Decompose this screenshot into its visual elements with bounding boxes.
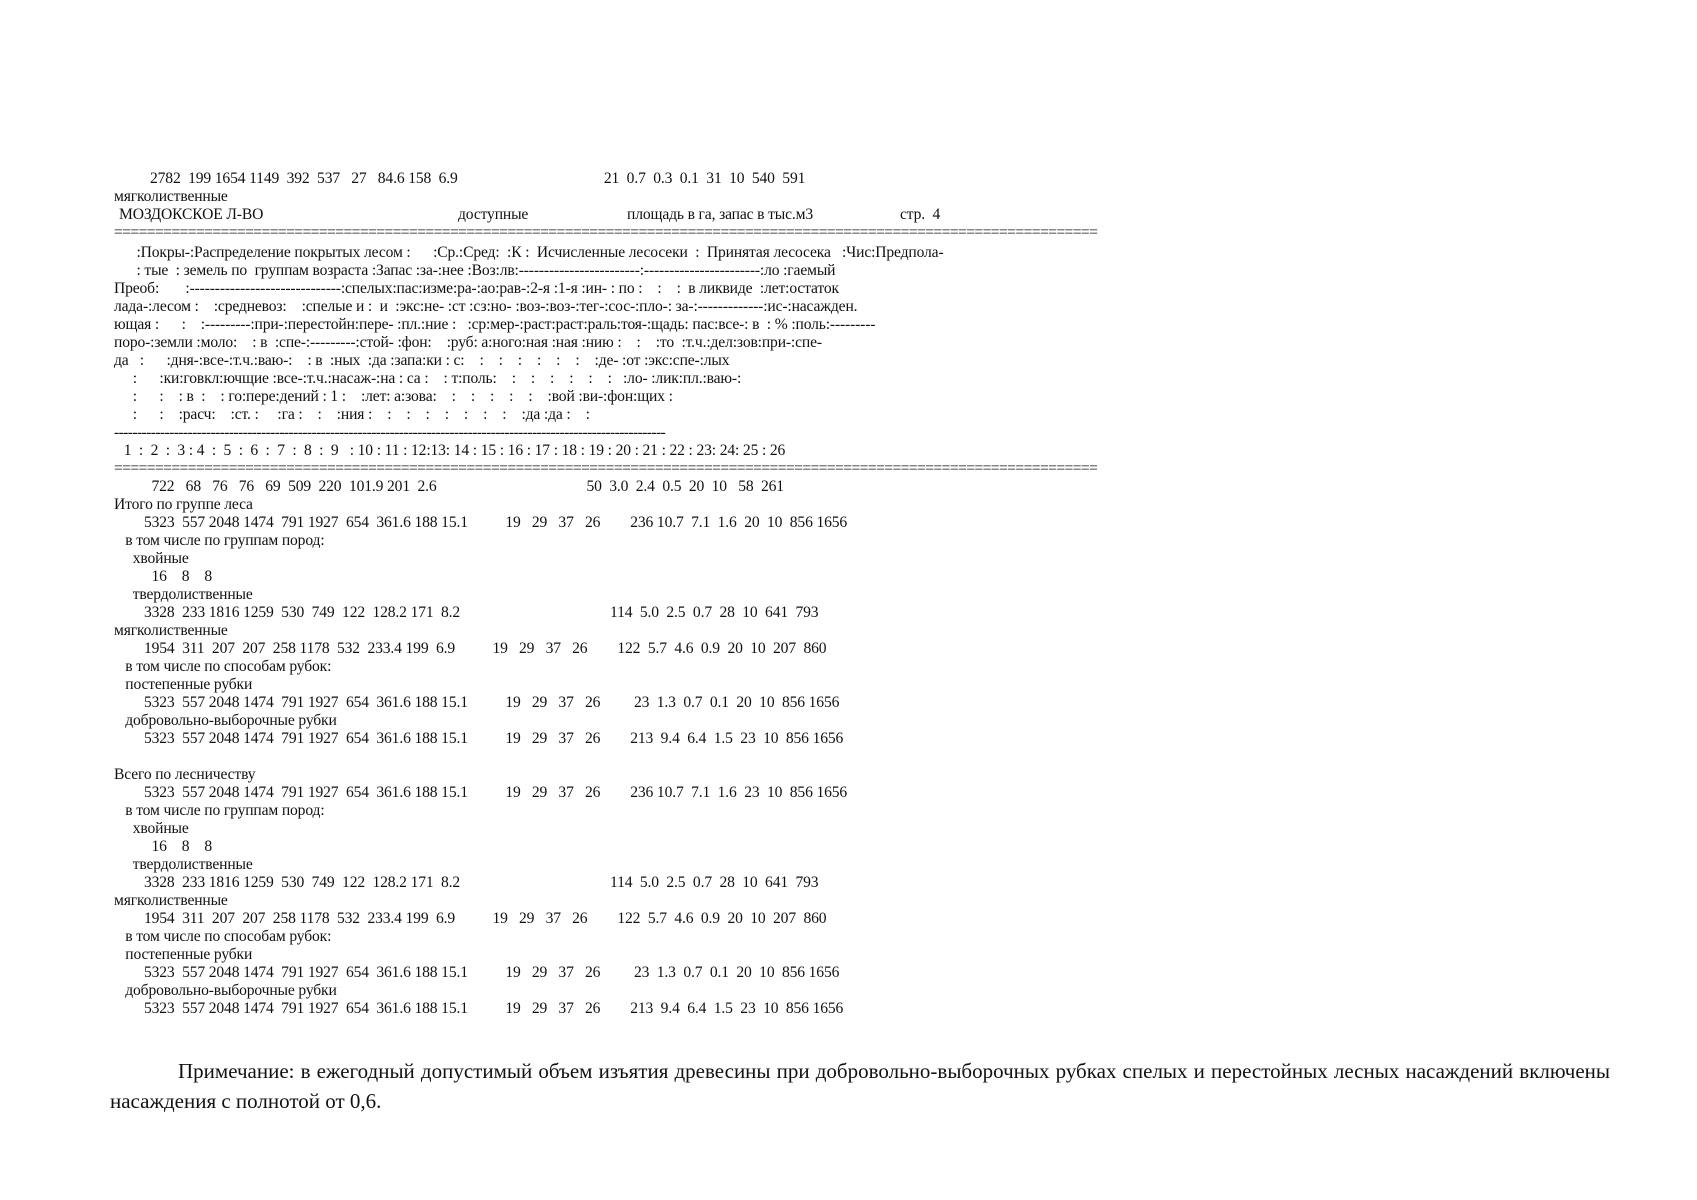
table-row: 5323 557 2048 1474 791 1927 654 361.6 188 15.1 19 29 37 26 23 1.3 0.7 0.1 20 10 856 1656 xyxy=(114,964,840,981)
table-row: в том числе по способам рубок: xyxy=(114,658,332,675)
page-number: стр. 4 xyxy=(900,206,941,223)
footnote-paragraph: Примечание: в ежегодный допустимый объем изъятия древесины при добровольно-выборочных рубках спелых и перестойных лесных насаждений включены насаждения с полнотой от 0,6. xyxy=(110,1059,1610,1113)
header-line: :Покры-:Распределение покрытых лесом : :Ср.:Сред: :К : Исчисленные лесосеки : Принятая лесосека :Чис:Предпола- xyxy=(114,244,944,261)
top-data-row: 2782 199 1654 1149 392 537 27 84.6 158 6.9 21 0.7 0.3 0.1 31 10 540 591 xyxy=(150,170,806,187)
header-line: да : :дня-:все-:т.ч.:ваю-: : в :ных :да :запа:ки : с: : : : : : : :де- :от :экс:спе-:лых xyxy=(114,352,730,369)
table-row: 1954 311 207 207 258 1178 532 233.4 199 6.9 19 29 37 26 122 5.7 4.6 0.9 20 10 207 860 xyxy=(114,910,827,927)
table-row: 3328 233 1816 1259 530 749 122 128.2 171 8.2 114 5.0 2.5 0.7 28 10 641 793 xyxy=(114,604,819,621)
header-line: ющая : : :---------:при-:перестойн:пере- :пл.:ние : :ср:мер-:раст:раст:раль:тоя-:щадь: пас:все-: в : % :поль:--------- xyxy=(114,316,876,333)
header-bottom-rule: ======================================================================================================================== xyxy=(114,460,1098,477)
table-row: Всего по лесничеству xyxy=(114,766,256,783)
table-row: хвойные xyxy=(114,550,189,567)
header-line: : : : в : : го:пере:дений : 1 : :лет: а:зова: : : : : : :вой :ви-:фон:щих : xyxy=(114,388,673,405)
header-line: Преоб: :------------------------------:спелых:пас:изме:ра-:ао:рав-:2-я :1-я :ин- : по : : : в ликвиде :лет:остаток xyxy=(114,280,839,297)
dash-rule: ------------------------------------------------------------------------------------------------------------------------ xyxy=(114,424,666,441)
table-row: в том числе по способам рубок: xyxy=(114,928,332,945)
table-row: 16 8 8 xyxy=(114,568,213,585)
header-rule: ======================================================================================================================== xyxy=(114,224,1098,241)
table-row: постепенные рубки xyxy=(114,676,253,693)
table-row: Итого по группе леса xyxy=(114,496,253,513)
table-row: 5323 557 2048 1474 791 1927 654 361.6 188 15.1 19 29 37 26 23 1.3 0.7 0.1 20 10 856 1656 xyxy=(114,694,840,711)
table-row: 1954 311 207 207 258 1178 532 233.4 199 6.9 19 29 37 26 122 5.7 4.6 0.9 20 10 207 860 xyxy=(114,640,827,657)
table-row: 722 68 76 76 69 509 220 101.9 201 2.6 50 3.0 2.4 0.5 20 10 58 261 xyxy=(114,478,784,495)
header-line: : :ки:говкл:ючщие :все-:т.ч.:насаж-:на : са : : т:поль: : : : : : : :ло- :лик:пл.:ваю-: xyxy=(114,370,742,387)
column-numbers: 1 : 2 : 3 : 4 : 5 : 6 : 7 : 8 : 9 : 10 : 11 : 12:13: 14 : 15 : 16 : 17 : 18 : 19 : 20 : 21 : 22 : 23: 24: 25 : 26 xyxy=(120,442,786,459)
table-row: 5323 557 2048 1474 791 1927 654 361.6 188 15.1 19 29 37 26 213 9.4 6.4 1.5 23 10 856 1656 xyxy=(114,1000,844,1017)
table-row: добровольно-выборочные рубки xyxy=(114,712,337,729)
header-line: поро-:земли :моло: : в :спе-:---------:стой- :фон: :руб: а:ного:ная :ная :нию : : :то :т.ч.:дел:зов:при-:спе- xyxy=(114,334,822,351)
table-row: 5323 557 2048 1474 791 1927 654 361.6 188 15.1 19 29 37 26 236 10.7 7.1 1.6 20 10 856 1656 xyxy=(114,514,848,531)
header-line: лада-:лесом : :средневоз: :спелые и : и :экс:не- :ст :сз:но- :воз-:воз-:тег-:сос-:пло-: за-:-------------:ис-:насажден. xyxy=(114,298,858,315)
top-row-label: мягколиственные xyxy=(114,188,228,205)
table-row: 3328 233 1816 1259 530 749 122 128.2 171 8.2 114 5.0 2.5 0.7 28 10 641 793 xyxy=(114,874,819,891)
table-row: в том числе по группам пород: xyxy=(114,532,325,549)
table-row: в том числе по группам пород: xyxy=(114,802,325,819)
table-row: твердолиственные xyxy=(114,586,253,603)
header-line: : тые : земель по группам возраста :Запас :за-:нее :Воз:лв:------------------------:-----------------------:ло :гаемый xyxy=(114,262,836,279)
access-label: доступные xyxy=(458,206,529,223)
table-row: 5323 557 2048 1474 791 1927 654 361.6 188 15.1 19 29 37 26 236 10.7 7.1 1.6 23 10 856 1656 xyxy=(114,784,848,801)
table-row: добровольно-выборочные рубки xyxy=(114,982,337,999)
table-row: мягколиственные xyxy=(114,622,228,639)
table-row: 16 8 8 xyxy=(114,838,213,855)
table-row: 5323 557 2048 1474 791 1927 654 361.6 188 15.1 19 29 37 26 213 9.4 6.4 1.5 23 10 856 1656 xyxy=(114,730,844,747)
table-row: мягколиственные xyxy=(114,892,228,909)
table-row: хвойные xyxy=(114,820,189,837)
forestry-title: МОЗДОКСКОЕ Л-ВО xyxy=(119,206,264,223)
table-row: твердолиственные xyxy=(114,856,253,873)
units-label: площадь в га, запас в тыс.м3 xyxy=(627,206,813,223)
table-row: постепенные рубки xyxy=(114,946,253,963)
header-line: : : :расч: :ст. : :га : : :ния : : : : : : : : :да :да : : xyxy=(114,406,590,423)
